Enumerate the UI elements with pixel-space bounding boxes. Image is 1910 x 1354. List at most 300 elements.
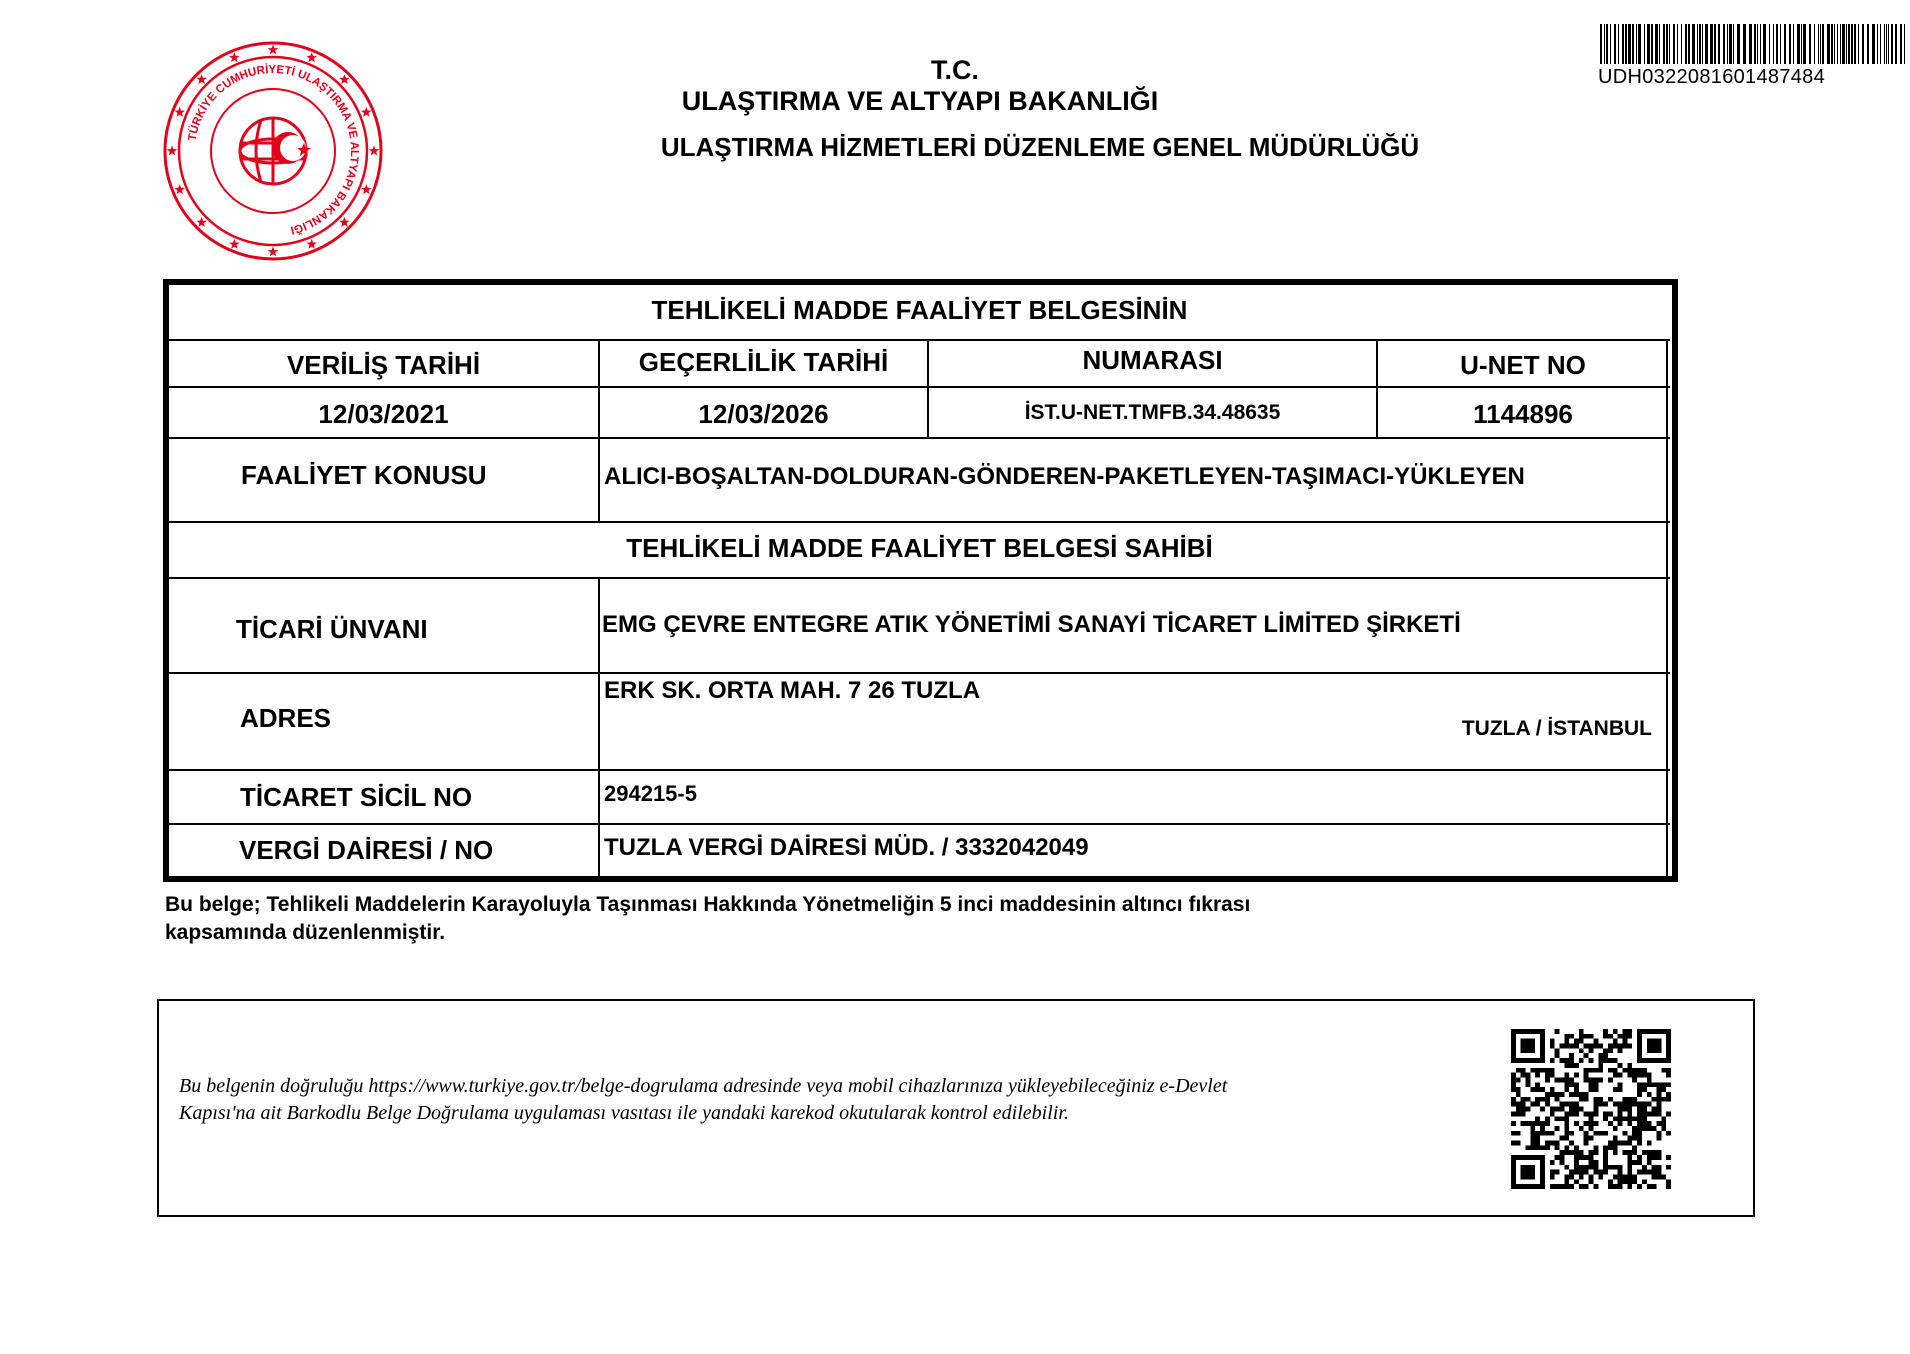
qr-module: [1652, 1165, 1657, 1170]
qr-module: [1511, 1121, 1516, 1126]
qr-module: [1608, 1044, 1613, 1049]
barcode-bar: [1820, 24, 1821, 64]
qr-module: [1589, 1048, 1594, 1053]
barcode-bar: [1604, 24, 1605, 64]
qr-module: [1642, 1116, 1647, 1121]
barcode-bar: [1858, 24, 1859, 64]
qr-module: [1613, 1068, 1618, 1073]
row-divider: [169, 823, 1670, 825]
qr-module: [1661, 1068, 1666, 1073]
qr-module: [1555, 1097, 1560, 1102]
qr-module: [1627, 1150, 1632, 1155]
barcode-bar: [1834, 24, 1835, 64]
seal-star: [306, 52, 317, 62]
qr-module: [1627, 1174, 1632, 1179]
qr-module: [1608, 1145, 1613, 1150]
qr-module: [1530, 1126, 1535, 1131]
holder-title: TEHLİKELİ MADDE FAALİYET BELGESİ SAHİBİ: [626, 533, 1213, 563]
barcode-bar: [1895, 24, 1897, 64]
barcode-bar: [1789, 24, 1791, 64]
address-label: ADRES: [240, 703, 332, 733]
qr-module: [1642, 1102, 1647, 1107]
qr-module: [1618, 1102, 1623, 1107]
qr-module: [1642, 1165, 1647, 1170]
qr-module: [1550, 1068, 1555, 1073]
qr-module: [1555, 1155, 1560, 1160]
qr-module: [1632, 1077, 1637, 1082]
barcode-bar: [1846, 24, 1847, 64]
qr-module: [1516, 1131, 1521, 1136]
qr-module: [1564, 1136, 1569, 1141]
qr-module: [1656, 1102, 1661, 1107]
qr-module: [1564, 1165, 1569, 1170]
qr-module: [1550, 1174, 1555, 1179]
qr-module: [1550, 1087, 1555, 1092]
qr-module: [1530, 1102, 1535, 1107]
qr-module: [1652, 1082, 1657, 1087]
validity-date-value: 12/03/2026: [698, 399, 829, 429]
seal-star: [167, 146, 177, 156]
qr-module: [1579, 1107, 1584, 1112]
qr-module: [1661, 1174, 1666, 1179]
qr-module: [1569, 1131, 1574, 1136]
qr-module: [1579, 1170, 1584, 1175]
qr-module: [1608, 1068, 1613, 1073]
qr-module: [1637, 1082, 1642, 1087]
qr-module: [1593, 1165, 1598, 1170]
activity-value: ALICI-BOŞALTAN-DOLDURAN-GÖNDEREN-PAKETLEYEN-TAŞIMACI-YÜKLEYEN: [604, 463, 1525, 490]
qr-module: [1569, 1082, 1574, 1087]
qr-module: [1652, 1170, 1657, 1175]
qr-module: [1579, 1150, 1584, 1155]
qr-module: [1603, 1029, 1608, 1034]
qr-module: [1632, 1073, 1637, 1078]
barcode-bar: [1822, 24, 1824, 64]
qr-module: [1661, 1082, 1666, 1087]
row-divider: [169, 577, 1670, 579]
qr-module: [1530, 1131, 1535, 1136]
qr-module: [1627, 1073, 1632, 1078]
qr-module: [1574, 1039, 1579, 1044]
qr-module: [1627, 1068, 1632, 1073]
qr-module: [1623, 1131, 1628, 1136]
verification-line2: Kapısı'na ait Barkodlu Belge Doğrulama uygulaması vasıtası ile yandaki karekod okutularak kontrol edilebilir.: [179, 1102, 1069, 1124]
qr-code[interactable]: [1511, 1029, 1671, 1189]
barcode-bar: [1877, 24, 1878, 64]
qr-module: [1623, 1029, 1628, 1034]
qr-module: [1627, 1160, 1632, 1165]
qr-module: [1593, 1121, 1598, 1126]
qr-module: [1574, 1044, 1579, 1049]
qr-module: [1530, 1121, 1535, 1126]
qr-finder: [1647, 1039, 1662, 1054]
qr-module: [1618, 1063, 1623, 1068]
qr-module: [1618, 1174, 1623, 1179]
qr-module: [1652, 1150, 1657, 1155]
qr-module: [1647, 1092, 1652, 1097]
qr-module: [1545, 1141, 1550, 1146]
qr-module: [1550, 1058, 1555, 1063]
qr-module: [1569, 1053, 1574, 1058]
header-tc: T.C.: [930, 55, 979, 85]
seal-star: [175, 184, 185, 194]
qr-module: [1661, 1121, 1666, 1126]
qr-module: [1555, 1141, 1560, 1146]
qr-module: [1545, 1073, 1550, 1078]
qr-code-graphic: [1511, 1029, 1671, 1189]
qr-module: [1637, 1184, 1642, 1189]
qr-module: [1656, 1097, 1661, 1102]
qr-module: [1564, 1179, 1569, 1184]
qr-module: [1637, 1107, 1642, 1112]
barcode-bar: [1867, 24, 1869, 64]
qr-module: [1574, 1107, 1579, 1112]
barcode-bar: [1886, 24, 1887, 64]
qr-module: [1656, 1136, 1661, 1141]
qr-module: [1521, 1107, 1526, 1112]
qr-module: [1574, 1087, 1579, 1092]
qr-module: [1593, 1150, 1598, 1155]
seal-star: [196, 217, 206, 227]
qr-module: [1559, 1155, 1564, 1160]
qr-module: [1526, 1097, 1531, 1102]
qr-module: [1637, 1116, 1642, 1121]
seal-star: [196, 74, 206, 84]
qr-module: [1540, 1107, 1545, 1112]
seal-star: [339, 217, 349, 227]
qr-module: [1647, 1111, 1652, 1116]
qr-module: [1516, 1141, 1521, 1146]
qr-module: [1511, 1102, 1516, 1107]
qr-module: [1550, 1073, 1555, 1078]
qr-module: [1516, 1111, 1521, 1116]
qr-module: [1589, 1179, 1594, 1184]
qr-module: [1603, 1102, 1608, 1107]
qr-module: [1666, 1082, 1671, 1087]
issue-date-value: 12/03/2021: [318, 399, 449, 429]
barcode-bar: [1699, 24, 1701, 64]
qr-module: [1593, 1145, 1598, 1150]
qr-module: [1574, 1092, 1579, 1097]
qr-module: [1564, 1087, 1569, 1092]
qr-module: [1623, 1097, 1628, 1102]
qr-module: [1656, 1155, 1661, 1160]
qr-module: [1593, 1131, 1598, 1136]
qr-module: [1618, 1082, 1623, 1087]
qr-module: [1627, 1136, 1632, 1141]
qr-module: [1555, 1048, 1560, 1053]
qr-module: [1647, 1077, 1652, 1082]
qr-module: [1559, 1092, 1564, 1097]
qr-module: [1666, 1111, 1671, 1116]
qr-module: [1559, 1058, 1564, 1063]
qr-module: [1526, 1077, 1531, 1082]
barcode-bar: [1793, 24, 1794, 64]
qr-module: [1550, 1160, 1555, 1165]
qr-module: [1535, 1136, 1540, 1141]
barcode-bar: [1685, 24, 1687, 64]
qr-module: [1569, 1092, 1574, 1097]
qr-module: [1584, 1044, 1589, 1049]
barcode-bar: [1760, 24, 1761, 64]
qr-module: [1627, 1179, 1632, 1184]
qr-module: [1647, 1073, 1652, 1078]
qr-module: [1623, 1068, 1628, 1073]
qr-module: [1627, 1107, 1632, 1112]
qr-module: [1613, 1184, 1618, 1189]
qr-module: [1627, 1102, 1632, 1107]
qr-module: [1545, 1102, 1550, 1107]
qr-module: [1516, 1068, 1521, 1073]
qr-module: [1613, 1044, 1618, 1049]
qr-module: [1608, 1111, 1613, 1116]
qr-module: [1559, 1136, 1564, 1141]
seal-star: [369, 146, 379, 156]
qr-module: [1608, 1048, 1613, 1053]
qr-module: [1598, 1044, 1603, 1049]
barcode-bar: [1723, 24, 1725, 64]
qr-module: [1598, 1131, 1603, 1136]
qr-module: [1623, 1179, 1628, 1184]
qr-module: [1598, 1077, 1603, 1082]
qr-module: [1661, 1087, 1666, 1092]
qr-module: [1618, 1073, 1623, 1078]
barcode-bar: [1688, 24, 1690, 64]
qr-module: [1603, 1160, 1608, 1165]
qr-module: [1579, 1174, 1584, 1179]
qr-module: [1603, 1111, 1608, 1116]
tax-label: VERGİ DAİRESİ / NO: [239, 835, 494, 865]
qr-module: [1579, 1155, 1584, 1160]
barcode-bar: [1644, 24, 1645, 64]
barcode-bar: [1714, 24, 1716, 64]
barcode-bar: [1600, 24, 1602, 64]
qr-module: [1540, 1131, 1545, 1136]
qr-module: [1550, 1111, 1555, 1116]
barcode-bar: [1842, 24, 1845, 64]
qr-module: [1623, 1174, 1628, 1179]
qr-module: [1535, 1121, 1540, 1126]
qr-module: [1608, 1058, 1613, 1063]
qr-module: [1521, 1068, 1526, 1073]
qr-module: [1526, 1121, 1531, 1126]
registry-label: TİCARET SİCİL NO: [240, 782, 473, 812]
qr-module: [1656, 1170, 1661, 1175]
qr-module: [1555, 1107, 1560, 1112]
qr-module: [1593, 1111, 1598, 1116]
qr-module: [1569, 1141, 1574, 1146]
qr-module: [1584, 1170, 1589, 1175]
qr-module: [1613, 1087, 1618, 1092]
seal-ring-text: TÜRKİYE CUMHURİYETİ ULAŞTIRMA VE ALTYAPI BAKANLIĞI: [186, 63, 361, 236]
qr-module: [1584, 1141, 1589, 1146]
qr-module: [1661, 1126, 1666, 1131]
barcode-bar: [1840, 24, 1841, 64]
qr-module: [1511, 1111, 1516, 1116]
qr-module: [1555, 1029, 1560, 1034]
qr-module: [1535, 1087, 1540, 1092]
qr-module: [1579, 1165, 1584, 1170]
qr-module: [1559, 1150, 1564, 1155]
qr-module: [1603, 1058, 1608, 1063]
qr-module: [1589, 1087, 1594, 1092]
barcode-bar: [1647, 24, 1650, 64]
qr-module: [1593, 1184, 1598, 1189]
barcode-bar: [1628, 24, 1631, 64]
qr-module: [1584, 1077, 1589, 1082]
qr-module: [1589, 1068, 1594, 1073]
qr-module: [1632, 1126, 1637, 1131]
qr-module: [1555, 1116, 1560, 1121]
qr-module: [1618, 1111, 1623, 1116]
qr-module: [1593, 1039, 1598, 1044]
barcode-bar: [1729, 24, 1732, 64]
qr-module: [1564, 1126, 1569, 1131]
barcode-bar: [1733, 24, 1734, 64]
qr-module: [1574, 1145, 1579, 1150]
barcode-bar: [1888, 24, 1889, 64]
row-divider: [169, 339, 1670, 341]
qr-module: [1584, 1131, 1589, 1136]
qr-module: [1603, 1048, 1608, 1053]
barcode-bar: [1697, 24, 1698, 64]
qr-module: [1569, 1034, 1574, 1039]
qr-module: [1559, 1077, 1564, 1082]
qr-module: [1550, 1044, 1555, 1049]
qr-module: [1613, 1150, 1618, 1155]
barcode-bar: [1831, 24, 1833, 64]
qr-module: [1666, 1155, 1671, 1160]
qr-module: [1540, 1068, 1545, 1073]
qr-module: [1623, 1116, 1628, 1121]
qr-module: [1632, 1102, 1637, 1107]
qr-module: [1535, 1068, 1540, 1073]
legal-footnote: [165, 891, 1465, 947]
qr-module: [1545, 1145, 1550, 1150]
qr-module: [1618, 1141, 1623, 1146]
col-divider: [598, 437, 600, 521]
seal-star: [361, 107, 371, 117]
qr-module: [1526, 1145, 1531, 1150]
qr-module: [1564, 1073, 1569, 1078]
qr-module: [1521, 1102, 1526, 1107]
qr-module: [1545, 1121, 1550, 1126]
qr-module: [1623, 1102, 1628, 1107]
trade-name-value: EMG ÇEVRE ENTEGRE ATIK YÖNETİMİ SANAYİ TİCARET LİMİTED ŞİRKETİ: [602, 611, 1461, 638]
qr-module: [1564, 1111, 1569, 1116]
qr-module: [1613, 1141, 1618, 1146]
barcode-bar: [1655, 24, 1658, 64]
qr-module: [1623, 1141, 1628, 1146]
qr-module: [1647, 1082, 1652, 1087]
qr-module: [1530, 1145, 1535, 1150]
qr-module: [1647, 1126, 1652, 1131]
qr-module: [1569, 1107, 1574, 1112]
qr-module: [1593, 1087, 1598, 1092]
qr-module: [1559, 1184, 1564, 1189]
barcode-bars: [1600, 24, 1905, 64]
qr-module: [1623, 1150, 1628, 1155]
qr-module: [1555, 1053, 1560, 1058]
qr-module: [1666, 1097, 1671, 1102]
qr-module: [1608, 1034, 1613, 1039]
qr-module: [1550, 1131, 1555, 1136]
qr-module: [1637, 1126, 1642, 1131]
seal-star: [339, 74, 349, 84]
barcode-bar: [1837, 24, 1838, 64]
qr-module: [1598, 1063, 1603, 1068]
qr-module: [1647, 1102, 1652, 1107]
footnote-line2: kapsamında düzenlenmiştir.: [165, 921, 446, 944]
qr-module: [1627, 1155, 1632, 1160]
qr-module: [1589, 1034, 1594, 1039]
barcode-bar: [1737, 24, 1740, 64]
qr-module: [1642, 1121, 1647, 1126]
col-header-issue-date: VERİLİŞ TARİHİ: [286, 350, 481, 380]
qr-module: [1555, 1184, 1560, 1189]
qr-module: [1545, 1131, 1550, 1136]
qr-module: [1545, 1077, 1550, 1082]
qr-module: [1652, 1097, 1657, 1102]
qr-module: [1550, 1107, 1555, 1112]
qr-module: [1589, 1165, 1594, 1170]
qr-module: [1656, 1165, 1661, 1170]
qr-module: [1589, 1155, 1594, 1160]
seal-star: [268, 45, 278, 55]
qr-module: [1618, 1034, 1623, 1039]
qr-module: [1564, 1131, 1569, 1136]
qr-module: [1613, 1029, 1618, 1034]
qr-module: [1608, 1184, 1613, 1189]
barcode-bar: [1904, 24, 1905, 64]
qr-module: [1627, 1097, 1632, 1102]
qr-module: [1632, 1131, 1637, 1136]
barcode-bar: [1780, 24, 1781, 64]
qr-module: [1589, 1111, 1594, 1116]
qr-module: [1647, 1155, 1652, 1160]
qr-module: [1521, 1121, 1526, 1126]
qr-module: [1564, 1121, 1569, 1126]
qr-module: [1550, 1170, 1555, 1175]
qr-module: [1627, 1044, 1632, 1049]
qr-module: [1550, 1092, 1555, 1097]
qr-module: [1540, 1145, 1545, 1150]
seal-graphic: [162, 40, 384, 262]
qr-module: [1569, 1150, 1574, 1155]
barcode-bar: [1727, 24, 1728, 64]
qr-module: [1637, 1111, 1642, 1116]
barcode-bar: [1618, 24, 1619, 64]
qr-module: [1589, 1077, 1594, 1082]
qr-module: [1632, 1136, 1637, 1141]
qr-module: [1608, 1165, 1613, 1170]
qr-module: [1593, 1077, 1598, 1082]
certificate-title: TEHLİKELİ MADDE FAALİYET BELGESİNİN: [651, 295, 1188, 325]
qr-module: [1569, 1102, 1574, 1107]
qr-module: [1647, 1150, 1652, 1155]
qr-module: [1535, 1116, 1540, 1121]
qr-module: [1598, 1097, 1603, 1102]
qr-module: [1652, 1111, 1657, 1116]
qr-module: [1579, 1058, 1584, 1063]
qr-module: [1540, 1126, 1545, 1131]
qr-module: [1613, 1174, 1618, 1179]
barcode-bar: [1854, 24, 1856, 64]
qr-module: [1564, 1063, 1569, 1068]
qr-module: [1627, 1184, 1632, 1189]
qr-module: [1589, 1121, 1594, 1126]
qr-module: [1647, 1160, 1652, 1165]
